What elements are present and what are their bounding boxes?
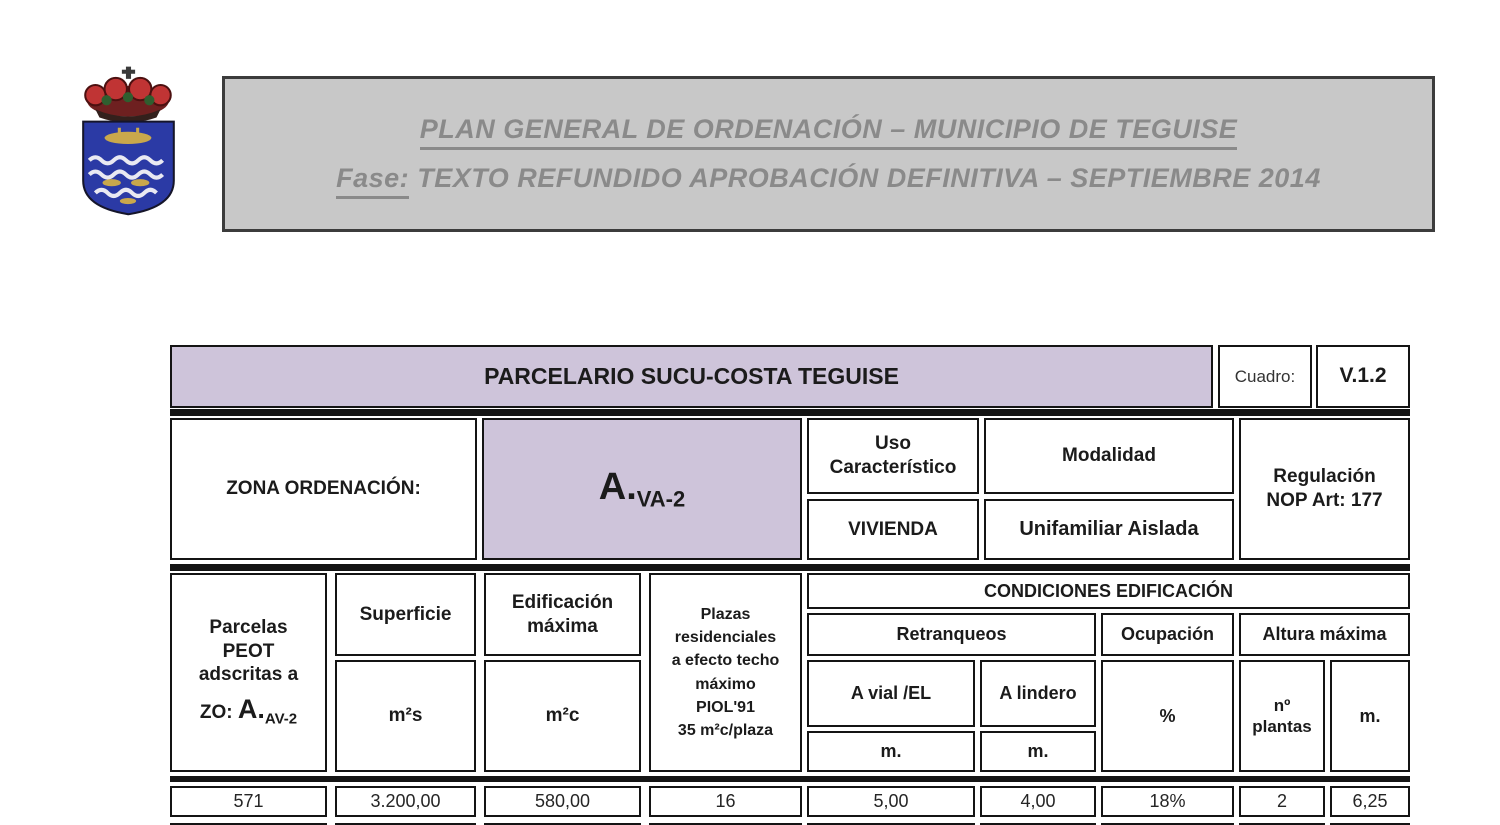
- table-row-cell-plazas: [649, 786, 802, 817]
- regulacion-line2: NOP Art: 177: [1266, 490, 1383, 511]
- ocupacion-header-cell: [1101, 613, 1234, 656]
- altura-header: Altura máxima: [1262, 624, 1387, 645]
- edificacion-header: Edificación máxima: [511, 591, 614, 637]
- a-vial-header-cell: [807, 660, 975, 727]
- altura-unit-cell: [1330, 660, 1410, 772]
- ocupacion-header: Ocupación: [1120, 624, 1214, 645]
- n-plantas-line2: plantas: [1252, 717, 1312, 736]
- cuadro-value-cell: [1316, 345, 1410, 408]
- parcelas-zo-prefix: ZO:: [199, 702, 238, 724]
- a-vial-header: A vial /EL: [850, 683, 932, 704]
- parcelas-zo-main: A.: [237, 694, 265, 725]
- table-row-cell-ocupacion: [1101, 786, 1234, 817]
- parcelas-line1: Parcelas: [209, 616, 288, 638]
- a-lindero-unit-cell: [980, 731, 1096, 772]
- uso-header: Uso Característico: [829, 433, 957, 478]
- ocupacion-unit-cell: [1101, 660, 1234, 772]
- a-lindero-unit: m.: [1027, 741, 1049, 762]
- superficie-header-cell: [335, 573, 476, 656]
- superficie-unit: m²s: [388, 705, 423, 727]
- table-row-cell-a-lindero: [980, 786, 1096, 817]
- a-vial-unit-cell: [807, 731, 975, 772]
- modalidad-value-cell: [984, 499, 1234, 560]
- a-lindero-header-cell: [980, 660, 1096, 727]
- value-edificacion: 580,00: [534, 791, 591, 812]
- condiciones-header-cell: [807, 573, 1410, 609]
- value-plazas: 16: [715, 791, 736, 812]
- value-n-plantas: 2: [1276, 791, 1287, 812]
- plan-title: PLAN GENERAL DE ORDENACIÓN – MUNICIPIO DE TEGUISE: [420, 114, 1238, 150]
- value-parcela: 571: [233, 791, 264, 812]
- zone-code-main: A.: [598, 466, 637, 509]
- fase-label: Fase:: [336, 163, 409, 199]
- cuadro-label-cell: [1218, 345, 1312, 408]
- parcelas-zo-sub: AV-2: [264, 710, 298, 728]
- plazas-line: residenciales: [674, 629, 777, 647]
- modalidad-header: Modalidad: [1062, 445, 1156, 467]
- parcelas-line3: adscritas a: [198, 664, 299, 686]
- superficie-unit-cell: [335, 660, 476, 772]
- table-row-cell-parcela: [170, 786, 327, 817]
- condiciones-header: CONDICIONES EDIFICACIÓN: [983, 580, 1233, 601]
- zona-ordenacion-label: ZONA ORDENACIÓN:: [226, 478, 421, 500]
- retranqueos-header: Retranqueos: [896, 624, 1007, 645]
- a-vial-unit: m.: [880, 741, 902, 762]
- regulacion-line1: Regulación: [1273, 466, 1376, 488]
- uso-header-cell: [807, 418, 979, 494]
- value-superficie: 3.200,00: [370, 791, 441, 812]
- section-divider: [170, 776, 1410, 782]
- altura-unit: m.: [1359, 705, 1381, 726]
- modalidad-value: Unifamiliar Aislada: [1019, 518, 1199, 540]
- table-title: PARCELARIO SUCU-COSTA TEGUISE: [484, 363, 899, 390]
- table-row-cell-a-vial: [807, 786, 975, 817]
- table-row-cell-altura: [1330, 786, 1410, 817]
- value-ocupacion: 18%: [1149, 791, 1186, 812]
- zone-code-sub: VA-2: [636, 487, 686, 513]
- header-title-box: [222, 76, 1435, 232]
- modalidad-header-cell: [984, 418, 1234, 494]
- value-altura: 6,25: [1352, 791, 1388, 812]
- table-row-cell-n-plantas: [1239, 786, 1325, 817]
- cuadro-value: V.1.2: [1339, 364, 1387, 388]
- edificacion-unit: m²c: [545, 705, 580, 727]
- table-title-cell: [170, 345, 1213, 408]
- plazas-header-cell: [649, 573, 802, 772]
- value-a-vial: 5,00: [873, 791, 909, 812]
- cuadro-label: Cuadro:: [1234, 366, 1296, 386]
- plazas-line: Plazas: [700, 605, 751, 623]
- regulacion-cell: [1239, 418, 1410, 560]
- table-row-cell-superficie: [335, 786, 476, 817]
- uso-value-cell: [807, 499, 979, 560]
- municipal-crest-logo: [73, 64, 185, 222]
- table-row-cell-edificacion: [484, 786, 641, 817]
- fase-line: [336, 163, 1321, 194]
- plazas-line: PIOL'91: [696, 698, 755, 716]
- ocupacion-unit: %: [1159, 705, 1176, 726]
- parcelario-table: [170, 345, 1410, 825]
- altura-header-cell: [1239, 613, 1410, 656]
- section-divider: [170, 409, 1410, 416]
- edificacion-unit-cell: [484, 660, 641, 772]
- n-plantas-header-cell: [1239, 660, 1325, 772]
- parcelas-header-cell: [170, 573, 327, 772]
- plan-title-line: [420, 114, 1238, 145]
- section-divider: [170, 564, 1410, 571]
- superficie-header: Superficie: [359, 603, 452, 625]
- edificacion-header-cell: [484, 573, 641, 656]
- zona-ordenacion-cell: [170, 418, 477, 560]
- n-plantas-line1: nº: [1273, 695, 1291, 715]
- plazas-line: a efecto techo: [671, 652, 780, 670]
- plazas-line: 35 m²c/plaza: [677, 721, 774, 739]
- a-lindero-header: A lindero: [999, 683, 1077, 704]
- fase-text: TEXTO REFUNDIDO APROBACIÓN DEFINITIVA – SEPTIEMBRE 2014: [417, 163, 1321, 193]
- parcelas-line2: PEOT: [222, 640, 275, 662]
- plazas-line: máximo: [695, 675, 756, 693]
- zone-code-cell: [482, 418, 802, 560]
- value-a-lindero: 4,00: [1020, 791, 1056, 812]
- retranqueos-header-cell: [807, 613, 1096, 656]
- uso-value: VIVIENDA: [848, 518, 938, 540]
